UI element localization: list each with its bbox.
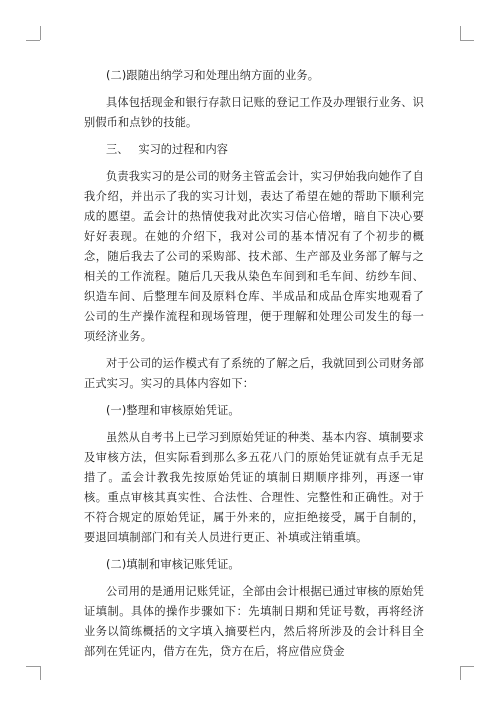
subheading-cashier: (二)跟随出纳学习和处理出纳方面的业务。 [106, 69, 320, 82]
paragraph-accounting-vouchers: 公司用的是通用记账凭证，全部由会计根据已通过审核的原始凭证填制。具体的操作步骤如下：先填制日期和凭证号数，再将经济业务以简练概括的文字填入摘要栏内，然后将所涉及的会计科目全部列在凭证内，借方在先，贷方在后，将应借应贷金 [84, 585, 424, 658]
document-body [84, 66, 424, 669]
paragraph-original-vouchers: 虽然从自考书上已学习到原始凭证的种类、基本内容、填制要求及审核方法，但实际看到那么多五花八门的原始凭证就有点手无足措了。孟会计教我先按原始凭证的填制日期顺序排列，再逐一审核。重点审核其真实性、合法性、合理性、完整性和正确性。对于不符合规定的原始凭证，属于外来的，应拒绝接受，属于自制的，要退回填制部门和有关人员进行更正、补填或注销重填。 [84, 431, 424, 544]
crop-mark-bottom-right-v [460, 666, 461, 680]
paragraph-cashier-details: 具体包括现金和银行存款日记账的登记工作及办理银行业务、识别假币和点钞的技能。 [84, 96, 424, 129]
crop-mark-bottom-right-h [460, 666, 474, 667]
subheading-accounting-vouchers: (二)填制和审核记账凭证。 [106, 558, 240, 571]
crop-mark-top-left-v [40, 26, 41, 40]
crop-mark-bottom-left-h [26, 666, 40, 667]
paragraph-practice-start: 对于公司的运作模式有了系统的了解之后，我就回到公司财务部正式实习。实习的具体内容如下： [84, 357, 424, 390]
section-heading [84, 140, 424, 160]
subheading-original-vouchers: (一)整理和审核原始凭证。 [106, 404, 240, 417]
section-title: 实习的过程和内容 [138, 143, 228, 156]
crop-mark-top-right-v [460, 26, 461, 40]
crop-mark-top-right-h [460, 40, 474, 41]
crop-mark-bottom-left-v [40, 666, 41, 680]
paragraph-introduction: 负责我实习的是公司的财务主管孟会计，实习伊始我向她作了自我介绍，并出示了我的实习计划，表达了希望在她的帮助下顺利完成的愿望。孟会计的热情使我对此次实习信心倍增，暗自下决心要好好表现。在她的介绍下，我对公司的基本情况有了个初步的概念，随后我去了公司的采购部、技术部、生产部及业务部了解与之相关的工作流程。随后几天我从染色车间到和毛车间、纺纱车间、织造车间、后整理车间及原料仓库、半成品和成品仓库实地观看了公司的生产操作流程和现场管理，便于理解和处理公司发生的每一项经济业务。 [84, 170, 424, 343]
crop-mark-top-left-h [26, 40, 40, 41]
section-number: 三、 [106, 143, 129, 156]
